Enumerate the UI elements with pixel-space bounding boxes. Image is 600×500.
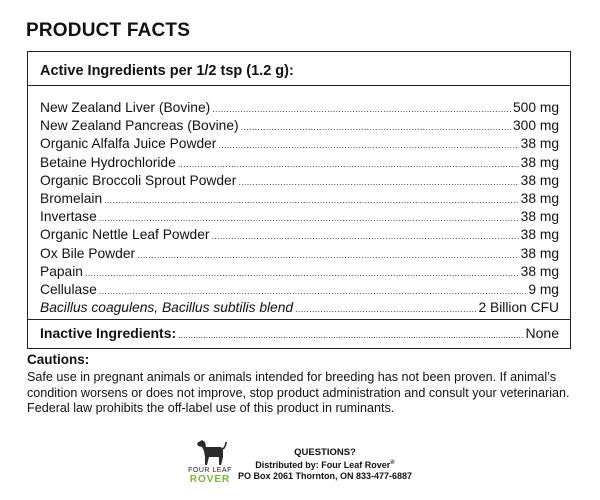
ingredient-amount: 38 mg xyxy=(520,263,559,279)
divider xyxy=(28,319,570,320)
dot-leader xyxy=(295,300,476,318)
ingredient-name: Betaine Hydrochloride xyxy=(40,154,176,170)
ingredient-name: Bromelain xyxy=(40,190,103,206)
ingredient-amount: 300 mg xyxy=(512,118,559,134)
dot-leader xyxy=(241,118,511,136)
ingredient-name: Cellulase xyxy=(40,281,97,297)
address-line: PO Box 2061 Thornton, ON 833-477-6887 xyxy=(237,471,413,481)
registered-mark: ® xyxy=(390,460,395,466)
ingredient-amount: 38 mg xyxy=(520,154,559,170)
ingredient-row xyxy=(40,117,559,135)
ingredient-amount: 9 mg xyxy=(528,281,559,297)
ingredients-list xyxy=(40,99,559,317)
inactive-ingredients-value: None xyxy=(525,325,559,341)
ingredient-name: New Zealand Liver (Bovine) xyxy=(40,100,211,115)
ingredient-row xyxy=(40,99,559,117)
logo-text-top: FOUR LEAF xyxy=(188,467,232,474)
cautions-text: Safe use in pregnant animals or animals intended for breeding has not been proven. If animal’s condition worsens or does not improve, stop product administration and consult your veterinarian. Federal law prohibits the off-label use of this product in ruminants. xyxy=(27,370,570,416)
dot-leader xyxy=(99,209,519,227)
ingredient-name: Invertase xyxy=(40,209,97,225)
dot-leader xyxy=(211,227,518,245)
logo-text-bottom: ROVER xyxy=(189,474,231,485)
ingredient-row xyxy=(40,172,559,190)
cautions-heading: Cautions: xyxy=(27,352,90,367)
ingredient-amount: 38 mg xyxy=(520,136,559,152)
dot-leader xyxy=(104,191,519,209)
ingredient-row xyxy=(40,263,559,281)
active-ingredients-heading: Active Ingredients per 1/2 tsp (1.2 g): xyxy=(40,63,294,79)
ingredient-name: Ox Bile Powder xyxy=(40,245,136,261)
ingredient-row xyxy=(40,245,559,263)
dot-leader xyxy=(212,100,511,118)
ingredient-name: Papain xyxy=(40,263,83,279)
inactive-ingredients-label: Inactive Ingredients: xyxy=(40,325,177,341)
dot-leader xyxy=(99,282,527,300)
ingredient-amount: 38 mg xyxy=(520,190,559,206)
ingredient-name: Organic Nettle Leaf Powder xyxy=(40,227,210,243)
page-title: PRODUCT FACTS xyxy=(26,20,191,41)
dot-leader xyxy=(137,246,519,264)
distributor-line xyxy=(225,458,425,471)
ingredient-amount: 38 mg xyxy=(520,245,559,261)
dot-leader xyxy=(85,264,519,282)
dot-leader xyxy=(218,136,518,154)
questions-label: QUESTIONS? xyxy=(294,447,356,458)
ingredient-row xyxy=(40,208,559,226)
ingredient-row xyxy=(40,281,559,299)
ingredient-name: Bacillus coagulens, Bacillus subtilis blend xyxy=(40,300,294,316)
ingredient-name: New Zealand Pancreas (Bovine) xyxy=(40,118,239,134)
dot-leader xyxy=(178,330,523,340)
divider xyxy=(28,85,570,86)
ingredient-row xyxy=(40,135,559,153)
ingredient-amount: 38 mg xyxy=(520,172,559,188)
product-facts-box xyxy=(27,51,571,349)
ingredient-amount: 38 mg xyxy=(520,227,559,243)
ingredient-amount: 2 Billion CFU xyxy=(478,300,559,316)
ingredient-amount: 38 mg xyxy=(520,209,559,225)
ingredient-row xyxy=(40,154,559,172)
inactive-ingredients-row xyxy=(40,325,559,341)
ingredient-name: Organic Broccoli Sprout Powder xyxy=(40,172,237,188)
dot-leader xyxy=(238,173,518,191)
distributor-text: Distributed by: Four Leaf Rover xyxy=(255,460,391,470)
ingredient-row xyxy=(40,299,559,317)
ingredient-row xyxy=(40,226,559,244)
ingredient-row xyxy=(40,190,559,208)
dot-leader xyxy=(178,155,519,173)
contact-block xyxy=(225,447,425,482)
dog-icon xyxy=(193,437,227,467)
ingredient-name: Organic Alfalfa Juice Powder xyxy=(40,136,217,152)
ingredient-amount: 500 mg xyxy=(512,100,559,115)
